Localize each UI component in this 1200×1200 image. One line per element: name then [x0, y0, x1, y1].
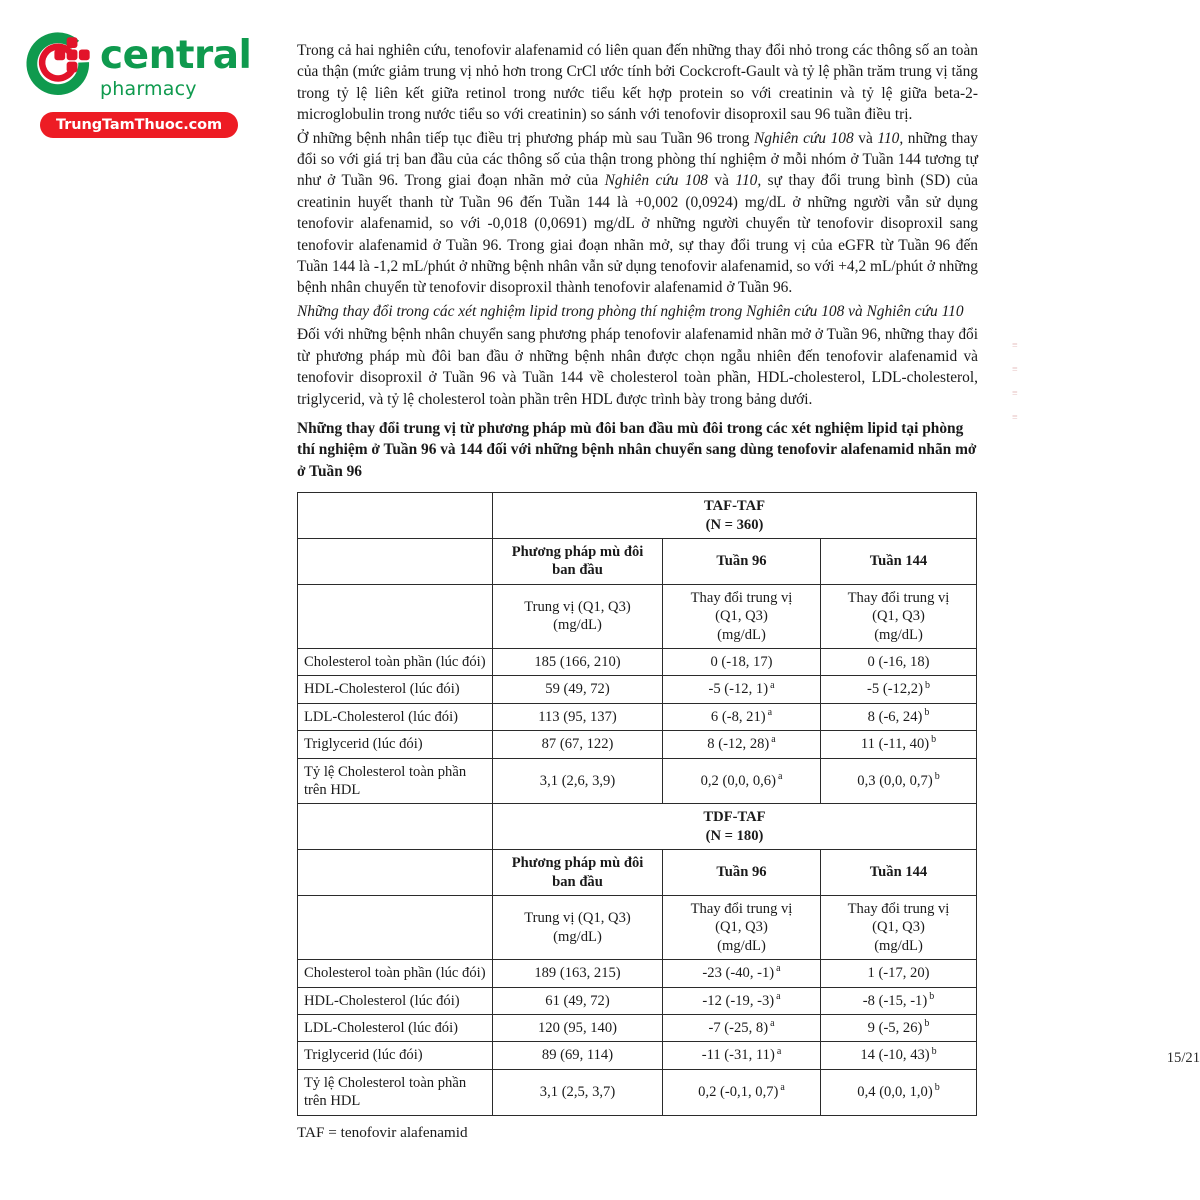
- unit-header-line: Trung vị (Q1, Q3): [524, 910, 631, 927]
- column-header-2: Tuần 96: [663, 850, 821, 896]
- blank-corner-cell: [298, 804, 493, 850]
- brand-wordmark: [100, 33, 275, 100]
- footnote-marker: a: [770, 679, 775, 691]
- cell-week144: 9 (-5, 26) $^b$: [821, 1015, 977, 1042]
- column-header-2: Tuần 96: [663, 538, 821, 584]
- unit-header-3: [821, 896, 977, 960]
- unit-header-line: (Q1, Q3): [872, 608, 925, 625]
- paragraph-2: [297, 128, 978, 299]
- footnote-marker: a: [770, 1018, 775, 1030]
- italic-run: 110,: [735, 172, 762, 190]
- cell-week96: 6 (-8, 21) $^a$: [663, 703, 821, 730]
- cell-week96: -7 (-25, 8) $^a$: [663, 1015, 821, 1042]
- table-column-header-row: [298, 538, 977, 584]
- table-row: [298, 1015, 977, 1042]
- cell-week96: -23 (-40, -1) $^a$: [663, 960, 821, 987]
- cell-week96: -12 (-19, -3) $^a$: [663, 987, 821, 1014]
- footnote-marker: b: [924, 1018, 930, 1030]
- italic-run: 110,: [877, 129, 904, 147]
- table-group-title-row: [298, 493, 977, 539]
- document-text-column: [297, 40, 978, 1143]
- table-row: [298, 987, 977, 1014]
- footnote-marker: a: [776, 1045, 782, 1057]
- row-label: Tỷ lệ Cholesterol toàn phần trên HDL: [298, 1069, 493, 1115]
- unit-header-line: Thay đổi trung vị: [847, 589, 950, 606]
- table-row: [298, 1069, 977, 1115]
- table-unit-header-row: [298, 584, 977, 648]
- cell-baseline: 59 (49, 72): [493, 676, 663, 703]
- table-unit-header-row: [298, 896, 977, 960]
- table-row: [298, 731, 977, 758]
- cell-week144: 14 (-10, 43) $^b$: [821, 1042, 977, 1069]
- footnote-marker: a: [780, 1082, 785, 1094]
- column-header-1: Phương pháp mù đôi ban đầu: [493, 850, 663, 896]
- unit-header-line: (mg/dL): [553, 617, 602, 634]
- unit-header-3: [821, 584, 977, 648]
- row-label: Cholesterol toàn phần (lúc đói): [298, 648, 493, 675]
- footnote-marker: a: [777, 770, 783, 782]
- page-number: 15/21: [1166, 1050, 1200, 1066]
- footnote-marker: a: [776, 990, 781, 1002]
- text-run: những thay đổi so với giá trị ban đầu của các thông số của thận trong phòng thí nghiệm ở mỗi nhóm ở Tuần 144 tương tự như ở Tuần 96. Trong giai đoạn nhãn mở của: [297, 129, 978, 190]
- row-label: LDL-Cholesterol (lúc đói): [298, 703, 493, 730]
- unit-header-2: [663, 584, 821, 648]
- group-sample-size: (N = 360): [705, 516, 764, 533]
- unit-header-line: Thay đổi trung vị: [690, 589, 793, 606]
- unit-header-line: (mg/dL): [717, 626, 766, 643]
- blank-corner-cell: [298, 538, 493, 584]
- paragraph-3: Đối với những bệnh nhân chuyển sang phương pháp tenofovir alafenamid nhãn mở ở Tuần 96, những thay đổi từ phương pháp mù đôi ban đầu ở những bệnh nhân được chọn ngẫu nhiên đến tenofovir alafenamid và tenofovir disoproxil ở Tuần 96 và Tuần 144 về cholesterol toàn phần, HDL-cholesterol, LDL-cholesterol, triglycerid, và tỷ lệ cholesterol toàn phần trên HDL được trình bày trong bảng dưới.: [297, 326, 978, 408]
- unit-header-line: Thay đổi trung vị: [690, 901, 793, 918]
- paragraph-1: [297, 40, 978, 126]
- unit-header-2: [663, 896, 821, 960]
- unit-header-line: Trung vị (Q1, Q3): [524, 598, 631, 615]
- cell-baseline: 89 (69, 114): [493, 1042, 663, 1069]
- margin-mark: ≡: [1012, 412, 1019, 423]
- cell-baseline: 120 (95, 140): [493, 1015, 663, 1042]
- cell-week96: -5 (-12, 1) $^a$: [663, 676, 821, 703]
- italic-run: Nghiên cứu 108: [754, 129, 854, 147]
- row-label: Cholesterol toàn phần (lúc đói): [298, 960, 493, 987]
- unit-header-1: [493, 584, 663, 648]
- section-heading-italic: Những thay đổi trong các xét nghiệm lipid trong phòng thí nghiệm trong Nghiên cứu 108 và Nghiên cứu 110: [297, 302, 964, 320]
- blank-corner-cell: [298, 850, 493, 896]
- footnote-marker: b: [929, 990, 935, 1002]
- site-url-banner: [40, 112, 238, 138]
- cell-baseline: 3,1 (2,5, 3,7): [493, 1069, 663, 1115]
- unit-header-line: Thay đổi trung vị: [847, 901, 950, 918]
- footnote-marker: a: [776, 963, 781, 975]
- group-sample-size: (N = 180): [705, 827, 764, 844]
- cell-baseline: 61 (49, 72): [493, 987, 663, 1014]
- column-header-3: Tuần 144: [821, 538, 977, 584]
- lipid-changes-table: [297, 492, 977, 1116]
- unit-header-1: [493, 896, 663, 960]
- unit-header-line: (mg/dL): [717, 937, 766, 954]
- table-column-header-row: [298, 850, 977, 896]
- unit-header-line: (mg/dL): [874, 626, 923, 643]
- table-row: [298, 676, 977, 703]
- footnote-marker: b: [924, 706, 930, 718]
- brand-logo-block: [14, 28, 279, 146]
- cell-week96: -11 (-31, 11) $^a$: [663, 1042, 821, 1069]
- table-row: [298, 758, 977, 804]
- blank-corner-cell: [298, 584, 493, 648]
- row-label: Tỷ lệ Cholesterol toàn phần trên HDL: [298, 758, 493, 804]
- italic-run: Nghiên cứu 108: [604, 172, 708, 190]
- unit-header-line: (Q1, Q3): [715, 608, 768, 625]
- footnote-marker: b: [934, 1082, 940, 1094]
- central-pharmacy-logo-icon: [22, 30, 94, 102]
- cell-week96: 0,2 (0,0, 0,6) $^a$: [663, 758, 821, 804]
- text-run: và: [707, 172, 736, 190]
- text-run: Ở những bệnh nhân tiếp tục điều trị phương pháp mù sau Tuần 96 trong: [297, 129, 755, 147]
- cell-baseline: 185 (166, 210): [493, 648, 663, 675]
- cell-baseline: 189 (163, 215): [493, 960, 663, 987]
- cell-week144: -8 (-15, -1) $^b$: [821, 987, 977, 1014]
- brand-subtitle: pharmacy: [100, 78, 197, 100]
- footnote-marker: b: [934, 770, 940, 782]
- unit-header-line: (Q1, Q3): [715, 919, 768, 936]
- footnote-marker: a: [767, 706, 773, 718]
- row-label: LDL-Cholesterol (lúc đói): [298, 1015, 493, 1042]
- text-run: và: [853, 129, 878, 147]
- unit-header-line: (mg/dL): [874, 937, 923, 954]
- table-footnote: TAF = tenofovir alafenamid: [297, 1123, 468, 1141]
- footnote-marker: a: [771, 734, 776, 746]
- column-header-1: Phương pháp mù đôi ban đầu: [493, 538, 663, 584]
- table-row: [298, 703, 977, 730]
- row-label: HDL-Cholesterol (lúc đói): [298, 676, 493, 703]
- text-run: sự thay đổi trung bình (SD) của creatinin huyết thanh từ Tuần 96 đến Tuần 144 là +0,002 (0,0924) mg/dL ở những người vẫn sử dụng tenofovir alafenamid, so với -0,018 (0,0691) mg/dL ở những người chuyển từ tenofovir disoproxil sang tenofovir alafenamid ở Tuần 96. Trong giai đoạn nhãn mở, sự thay đổi trung vị của eGFR từ Tuần 96 đến Tuần 144 là -1,2 mL/phút ở những bệnh nhân vẫn sử dụng tenofovir alafenamid, so với +4,2 mL/phút ở những bệnh nhân chuyển từ tenofovir disoproxil thành tenofovir alafenamid ở Tuần 96.: [297, 172, 979, 297]
- blank-corner-cell: [298, 493, 493, 539]
- group-title: TAF-TAF: [703, 498, 766, 515]
- cell-baseline: 3,1 (2,6, 3,9): [493, 758, 663, 804]
- blank-corner-cell: [298, 896, 493, 960]
- cell-baseline: 113 (95, 137): [493, 703, 663, 730]
- footnote-marker: b: [924, 679, 930, 691]
- margin-scan-artifacts: [1012, 340, 1052, 500]
- cell-week144: 1 (-17, 20): [821, 960, 977, 987]
- table-row: [298, 648, 977, 675]
- cell-week144: -5 (-12,2) $^b$: [821, 676, 977, 703]
- cell-week144: 0 (-16, 18): [821, 648, 977, 675]
- row-label: Triglycerid (lúc đói): [298, 731, 493, 758]
- table-row: [298, 960, 977, 987]
- unit-header-line: (Q1, Q3): [872, 919, 925, 936]
- group-header-cell: [493, 493, 977, 539]
- group-title: TDF-TAF: [703, 809, 766, 826]
- row-label: Triglycerid (lúc đói): [298, 1042, 493, 1069]
- brand-name: central: [100, 33, 252, 78]
- text-run: Trong cả hai nghiên cứu, tenofovir alafenamid có liên quan đến những thay đổi nhỏ trong các thông số an toàn của thận (mức giảm trung vị nhỏ hơn trong CrCl ước tính bởi Cockcroft-Gault và tỷ lệ phần trăm trung vị tăng trong tỷ lệ liên kết giữa retinol trong nước tiểu kết hợp protein so với creatinin và tỷ lệ giữa beta-2-microglobulin trong nước tiểu so với creatinin) so sánh với tenofovir disoproxil sau 96 tuần điều trị.: [297, 42, 978, 124]
- footnote-marker: b: [931, 734, 937, 746]
- margin-mark: ≡: [1012, 388, 1019, 399]
- unit-header-line: (mg/dL): [553, 928, 602, 945]
- cell-baseline: 87 (67, 122): [493, 731, 663, 758]
- column-header-3: Tuần 144: [821, 850, 977, 896]
- group-header-cell: [493, 804, 977, 850]
- cell-week96: 8 (-12, 28) $^a$: [663, 731, 821, 758]
- cell-week144: 11 (-11, 40) $^b$: [821, 731, 977, 758]
- table-group-title-row: [298, 804, 977, 850]
- footnote-marker: b: [931, 1045, 937, 1057]
- cell-week96: 0 (-18, 17): [663, 648, 821, 675]
- table-caption: Những thay đổi trung vị từ phương pháp mù đôi ban đầu mù đôi trong các xét nghiệm lipid tại phòng thí nghiệm ở Tuần 96 và 144 đối với những bệnh nhân chuyển sang dùng tenofovir alafenamid nhãn mở ở Tuần 96: [297, 419, 977, 480]
- site-url-text: TrungTamThuoc.com: [56, 117, 222, 133]
- margin-mark: ≡: [1012, 364, 1019, 375]
- cell-week96: 0,2 (-0,1, 0,7) $^a$: [663, 1069, 821, 1115]
- cell-week144: 0,3 (0,0, 0,7) $^b$: [821, 758, 977, 804]
- margin-mark: ≡: [1012, 340, 1019, 351]
- cell-week144: 8 (-6, 24) $^b$: [821, 703, 977, 730]
- row-label: HDL-Cholesterol (lúc đói): [298, 987, 493, 1014]
- cell-week144: 0,4 (0,0, 1,0) $^b$: [821, 1069, 977, 1115]
